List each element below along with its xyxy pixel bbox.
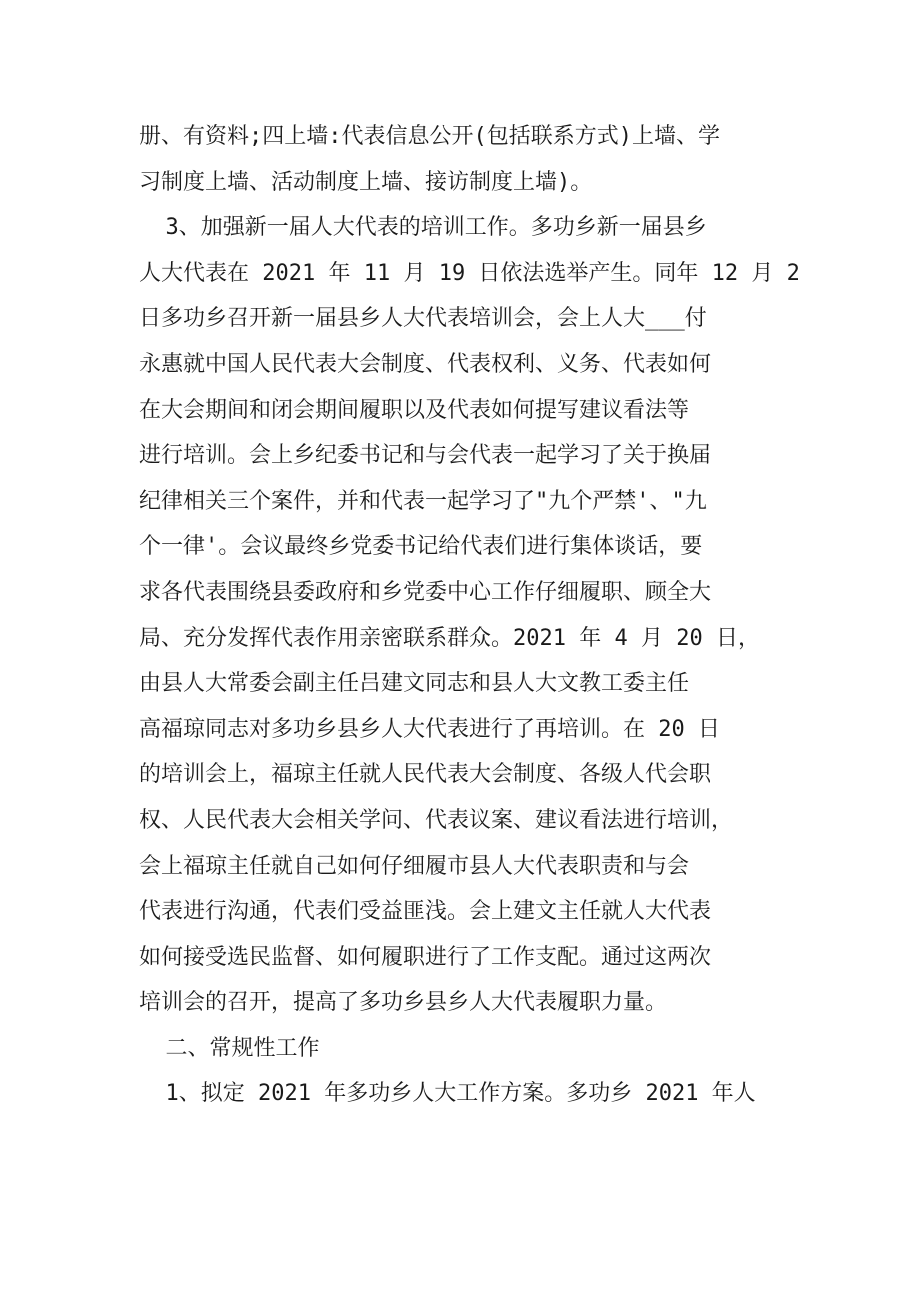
text-line: 纪律相关三个案件，并和代表一起学习了"九个严禁'、"九 bbox=[139, 488, 707, 514]
text-line: 高福琼同志对多功乡县乡人大代表进行了再培训。在 20 日 bbox=[139, 716, 720, 742]
document-body bbox=[139, 114, 800, 1117]
text-line: 局、充分发挥代表作用亲密联系群众。2021 年 4 月 20 日， bbox=[139, 625, 760, 651]
text-line: 3、加强新一届人大代表的培训工作。多功乡新一届县乡 bbox=[139, 215, 707, 241]
text-line: 进行培训。会上乡纪委书记和与会代表一起学习了关于换届 bbox=[139, 443, 712, 469]
text-line: 日多功乡召开新一届县乡人大代表培训会，会上人大___付 bbox=[139, 306, 707, 332]
text-line: 培训会的召开，提高了多功乡县乡人大代表履职力量。 bbox=[139, 990, 668, 1016]
text-line: 在大会期间和闭会期间履职以及代表如何提写建议看法等 bbox=[139, 397, 690, 423]
text-line: 会上福琼主任就自己如何仔细履市县人大代表职责和与会 bbox=[139, 853, 690, 879]
text-line: 永惠就中国人民代表大会制度、代表权利、义务、代表如何 bbox=[139, 351, 712, 377]
text-line: 的培训会上，福琼主任就人民代表大会制度、各级人代会职 bbox=[139, 762, 712, 788]
text-line: 代表进行沟通，代表们受益匪浅。会上建文主任就人大代表 bbox=[139, 899, 712, 925]
text-line: 人大代表在 2021 年 11 月 19 日依法选举产生。同年 12 月 2 bbox=[139, 260, 800, 286]
text-line: 如何接受选民监督、如何履职进行了工作支配。通过这两次 bbox=[139, 944, 712, 970]
text-line: 册、有资料;四上墙:代表信息公开(包括联系方式)上墙、学 bbox=[139, 124, 720, 149]
text-line: 权、人民代表大会相关学问、代表议案、建议看法进行培训， bbox=[139, 807, 734, 833]
text-line: 由县人大常委会副主任吕建文同志和县人大文教工委主任 bbox=[139, 671, 690, 697]
section-heading: 二、常规性工作 bbox=[139, 1035, 320, 1061]
text-line: 习制度上墙、活动制度上墙、接访制度上墙)。 bbox=[139, 169, 593, 195]
text-line: 个一律'。会议最终乡党委书记给代表们进行集体谈话，要 bbox=[139, 534, 703, 560]
text-line: 1、拟定 2021 年多功乡人大工作方案。多功乡 2021 年人 bbox=[139, 1081, 756, 1107]
text-line: 求各代表围绕县委政府和乡党委中心工作仔细履职、顾全大 bbox=[139, 579, 712, 605]
